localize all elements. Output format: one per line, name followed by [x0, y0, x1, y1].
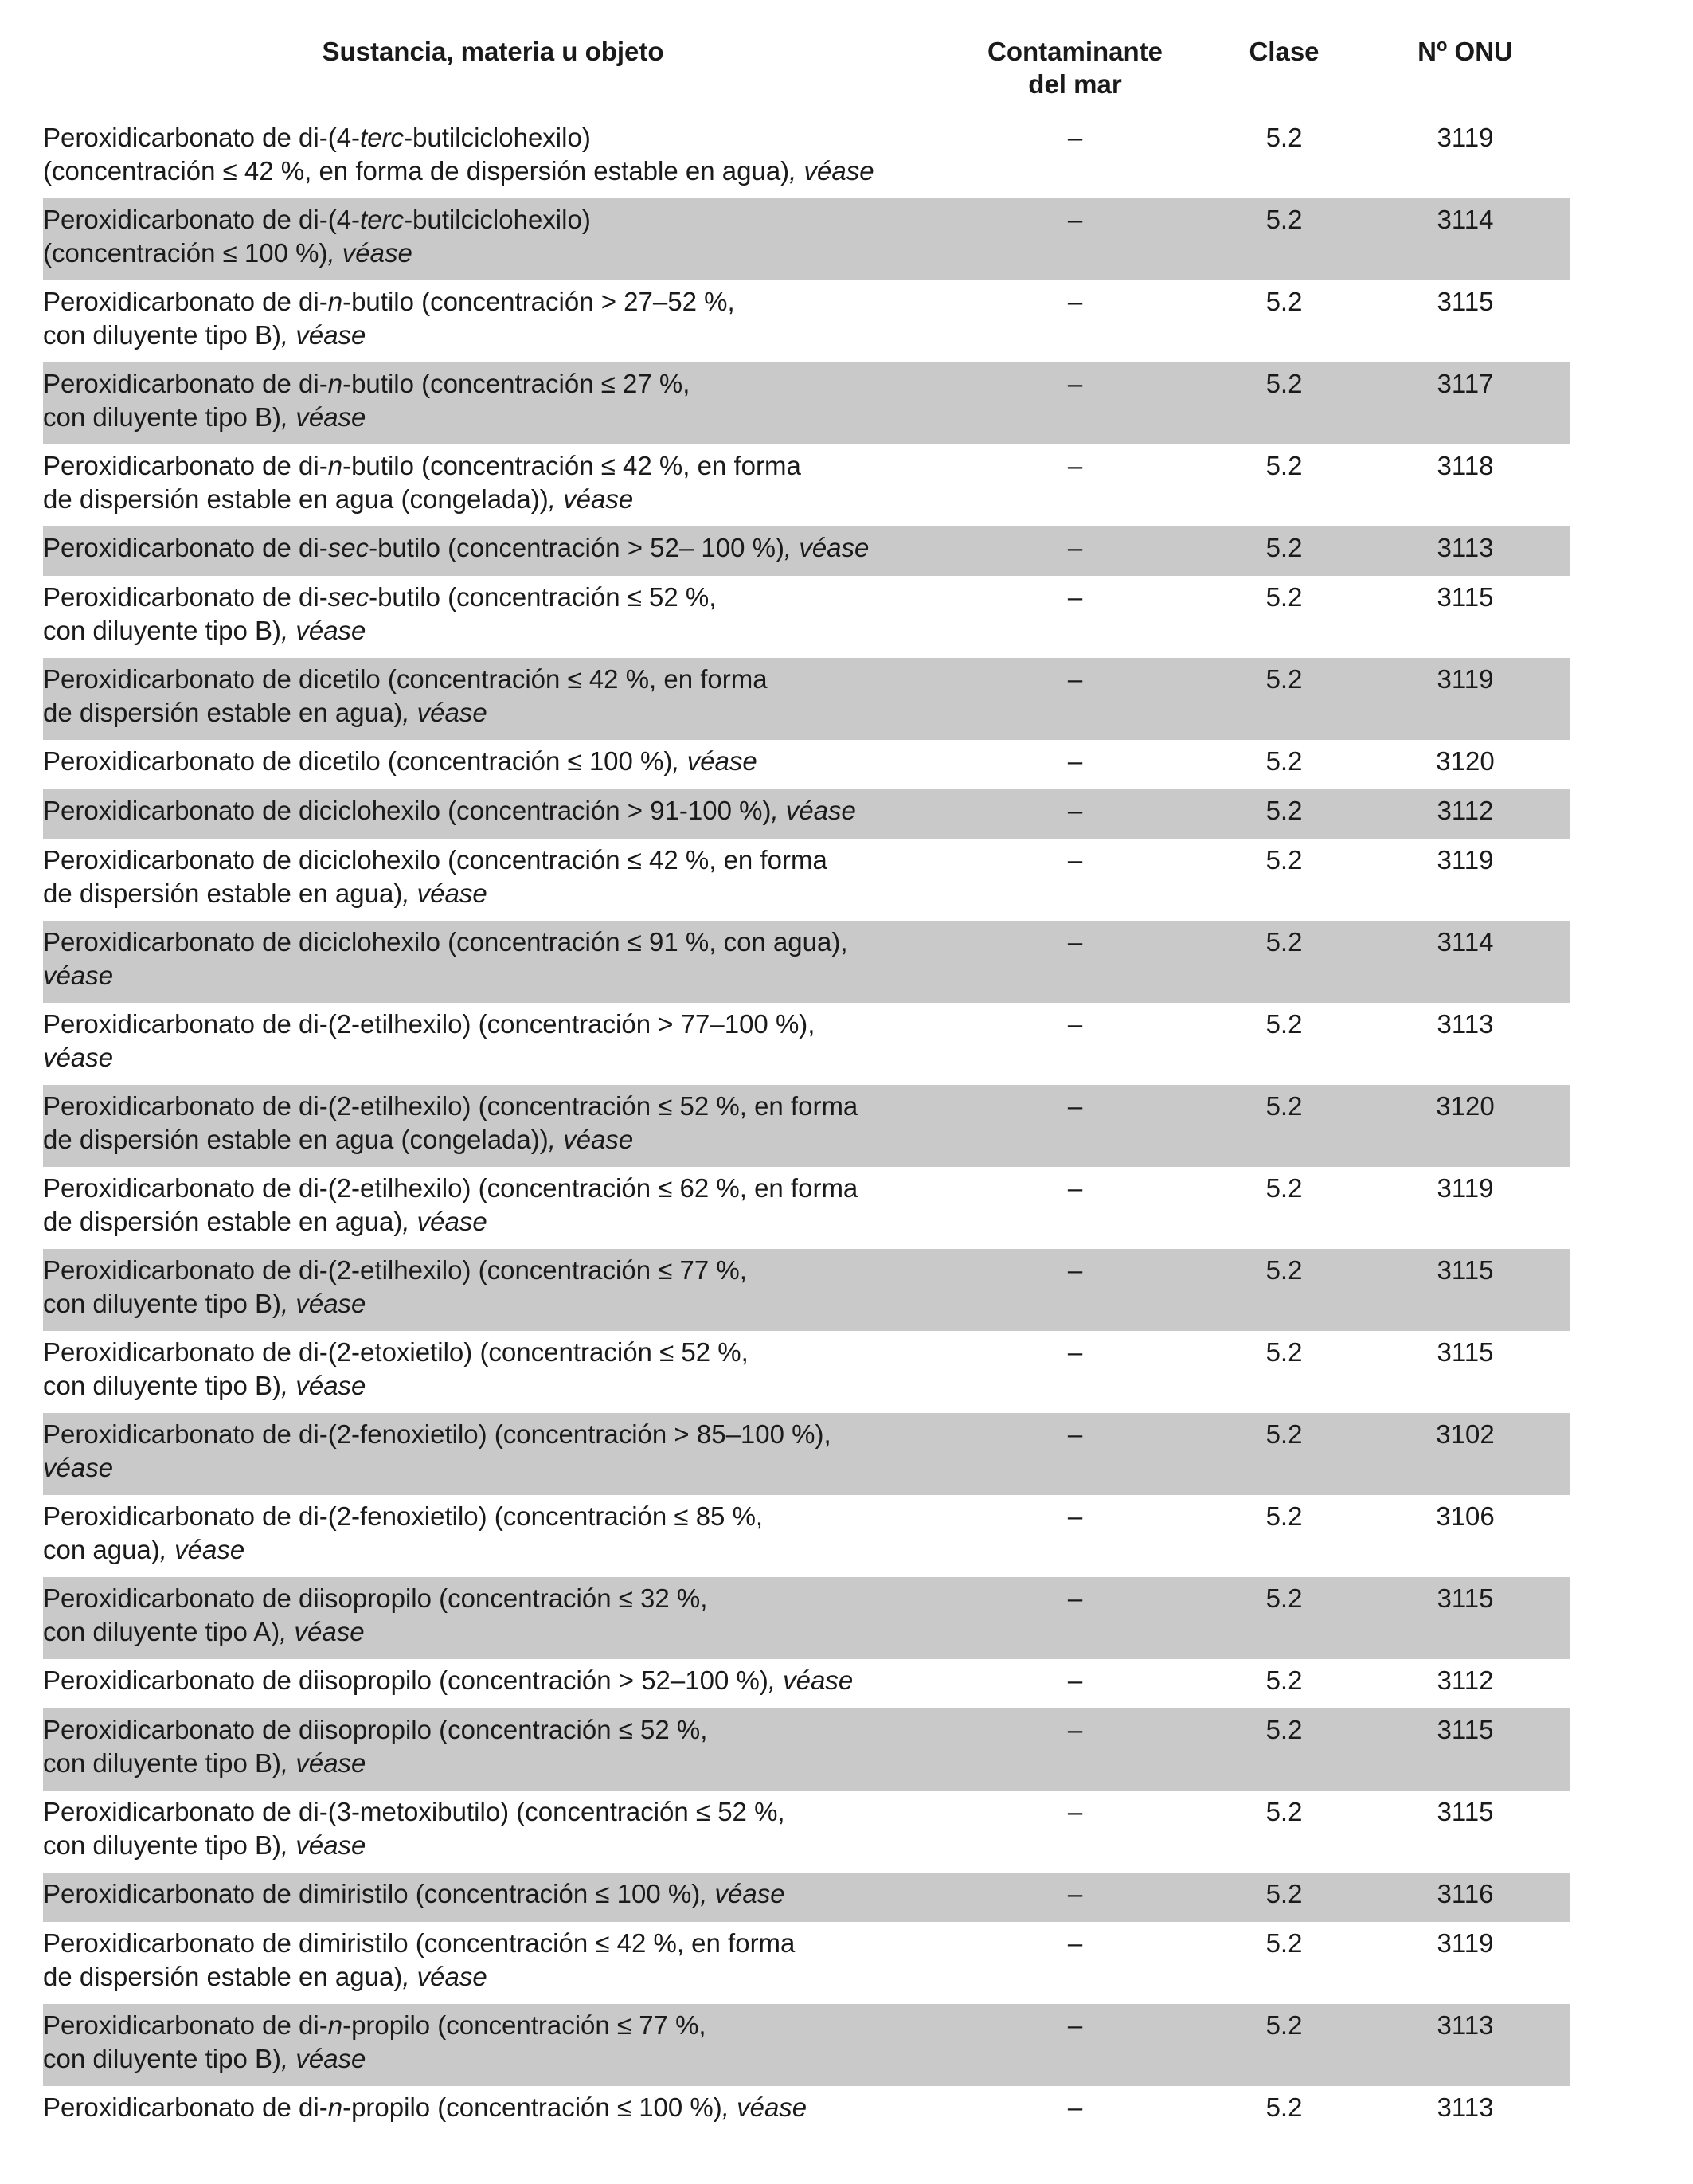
substance-italic-text: , véase	[281, 1289, 366, 1318]
substance-cell	[43, 789, 943, 839]
substance-line	[43, 1500, 943, 1533]
table-row	[43, 1331, 1570, 1413]
marine-pollutant-cell: –	[1067, 205, 1083, 234]
un-number-cell: 3117	[1437, 369, 1494, 398]
marine-pollutant-cell: –	[1067, 746, 1083, 776]
substance-text: Peroxidicarbonato de di-(2-fenoxietilo) (concentración > 85–100 %),	[43, 1419, 831, 1449]
substance-italic-text: sec	[327, 582, 369, 612]
table-row	[43, 839, 1570, 921]
un-number-cell: 3115	[1437, 1583, 1494, 1613]
substance-text: Peroxidicarbonato de di-	[43, 533, 328, 562]
substance-cell	[43, 116, 943, 198]
substance-text: Peroxidicarbonato de diciclohexilo (concentración > 91-100 %)	[43, 796, 772, 825]
substance-line	[43, 794, 943, 828]
substance-line	[43, 614, 943, 648]
substance-italic-text: , véase	[327, 238, 412, 268]
un-number-cell: 3112	[1437, 796, 1494, 825]
un-number-cell: 3113	[1437, 533, 1494, 562]
marine-pollutant-cell: –	[1067, 582, 1083, 612]
substance-italic-text: , véase	[402, 1962, 487, 1991]
un-number-cell: 3112	[1437, 1665, 1494, 1695]
substance-italic-text: , véase	[771, 796, 856, 825]
substance-line	[43, 1795, 943, 1829]
table-row	[43, 658, 1570, 740]
substance-italic-text: , véase	[789, 156, 874, 186]
substance-cell	[43, 2004, 943, 2086]
class-cell: 5.2	[1265, 1173, 1303, 1203]
substance-text: Peroxidicarbonato de di-	[43, 287, 328, 316]
table-row	[43, 198, 1570, 280]
substance-text: de dispersión estable en agua (congelada))	[43, 484, 549, 514]
substance-italic-text: , véase	[402, 698, 487, 727]
substance-line	[43, 531, 943, 565]
header-class-label: Clase	[1249, 37, 1320, 66]
un-number-cell: 3113	[1437, 2092, 1494, 2122]
substance-italic-text: n	[327, 2092, 343, 2122]
un-number-cell: 3120	[1436, 1091, 1495, 1121]
un-number-cell: 3114	[1437, 205, 1494, 234]
class-cell: 5.2	[1265, 1419, 1303, 1449]
substance-text: -propilo (concentración ≤ 100 %)	[342, 2092, 722, 2122]
substance-text: de dispersión estable en agua)	[43, 879, 403, 908]
header-class	[1207, 32, 1361, 116]
marine-pollutant-cell: –	[1067, 1009, 1083, 1039]
substance-line	[43, 1041, 943, 1074]
substance-text: Peroxidicarbonato de di-	[43, 2092, 328, 2122]
substance-cell	[43, 921, 943, 1003]
table-row	[43, 1003, 1570, 1085]
substance-text: -butilciclohexilo)	[404, 205, 591, 234]
class-cell: 5.2	[1265, 1091, 1303, 1121]
table-row	[43, 921, 1570, 1003]
class-cell: 5.2	[1265, 2092, 1303, 2122]
substance-italic-text: , véase	[281, 402, 366, 432]
table-row	[43, 1791, 1570, 1873]
class-cell: 5.2	[1265, 451, 1303, 480]
un-number-cell: 3115	[1437, 582, 1494, 612]
substance-line	[43, 1418, 943, 1451]
substance-italic-text: , véase	[721, 2092, 807, 2122]
substance-cell	[43, 444, 943, 526]
substance-line	[43, 959, 943, 992]
substance-line	[43, 1582, 943, 1615]
un-number-cell: 3119	[1437, 123, 1494, 152]
class-cell: 5.2	[1265, 533, 1303, 562]
marine-pollutant-cell: –	[1067, 1665, 1083, 1695]
un-number-cell: 3119	[1437, 1928, 1494, 1958]
substance-italic-text: n	[327, 451, 343, 480]
marine-pollutant-cell: –	[1067, 1419, 1083, 1449]
class-cell: 5.2	[1265, 746, 1303, 776]
substance-italic-text: n	[327, 2010, 343, 2040]
class-cell: 5.2	[1265, 1501, 1303, 1531]
substance-cell	[43, 198, 943, 280]
substance-cell	[43, 1659, 943, 1708]
un-number-cell: 3115	[1437, 1255, 1494, 1285]
substance-text: de dispersión estable en agua)	[43, 1962, 403, 1991]
substance-text: con agua)	[43, 1535, 160, 1564]
dangerous-goods-table	[43, 32, 1570, 2135]
substance-italic-text: sec	[327, 533, 369, 562]
substance-cell	[43, 1085, 943, 1167]
substance-cell	[43, 1708, 943, 1791]
substance-text: Peroxidicarbonato de di-	[43, 369, 328, 398]
substance-text: Peroxidicarbonato de diisopropilo (concentración ≤ 32 %,	[43, 1583, 708, 1613]
class-cell: 5.2	[1265, 1009, 1303, 1039]
marine-pollutant-cell: –	[1067, 927, 1083, 957]
substance-line	[43, 483, 943, 516]
table-row	[43, 740, 1570, 789]
substance-line	[43, 1451, 943, 1485]
substance-text: Peroxidicarbonato de di-(3-metoxibutilo) (concentración ≤ 52 %,	[43, 1797, 785, 1826]
substance-cell	[43, 526, 943, 576]
class-cell: 5.2	[1265, 287, 1303, 316]
substance-line	[43, 696, 943, 730]
substance-text: de dispersión estable en agua)	[43, 698, 403, 727]
substance-line	[43, 1960, 943, 1994]
table-header	[43, 32, 1570, 116]
substance-text: Peroxidicarbonato de dimiristilo (concentración ≤ 42 %, en forma	[43, 1928, 796, 1958]
table-row	[43, 116, 1570, 198]
class-cell: 5.2	[1265, 2010, 1303, 2040]
substance-text: con diluyente tipo A)	[43, 1617, 280, 1646]
header-un-number	[1361, 32, 1570, 116]
marine-pollutant-cell: –	[1067, 2092, 1083, 2122]
substance-text: Peroxidicarbonato de diisopropilo (concentración > 52–100 %)	[43, 1665, 768, 1695]
substance-italic-text: , véase	[700, 1879, 785, 1908]
class-cell: 5.2	[1265, 1797, 1303, 1826]
marine-pollutant-cell: –	[1067, 369, 1083, 398]
substance-italic-text: , véase	[548, 484, 634, 514]
substance-text: Peroxidicarbonato de di-(2-etilhexilo) (concentración > 77–100 %),	[43, 1009, 815, 1039]
un-number-cell: 3102	[1436, 1419, 1495, 1449]
substance-cell	[43, 1249, 943, 1331]
table-row	[43, 1873, 1570, 1922]
marine-pollutant-cell: –	[1067, 845, 1083, 875]
substance-cell	[43, 1577, 943, 1659]
marine-pollutant-cell: –	[1067, 1173, 1083, 1203]
substance-line	[43, 449, 943, 483]
substance-text: (concentración ≤ 42 %, en forma de dispersión estable en agua)	[43, 156, 790, 186]
substance-line	[43, 1877, 943, 1911]
class-cell: 5.2	[1265, 1583, 1303, 1613]
substance-text: de dispersión estable en agua (congelada))	[43, 1125, 549, 1154]
substance-italic-text: terc	[360, 205, 405, 234]
substance-text: Peroxidicarbonato de dimiristilo (concentración ≤ 100 %)	[43, 1879, 701, 1908]
substance-text: -butilo (concentración > 52– 100 %)	[369, 533, 784, 562]
table-row	[43, 1495, 1570, 1577]
substance-italic-text: , véase	[281, 1830, 366, 1860]
table-row	[43, 280, 1570, 362]
table-row	[43, 1085, 1570, 1167]
header-substance	[43, 32, 943, 116]
substance-cell	[43, 2086, 943, 2135]
un-number-cell: 3113	[1437, 1009, 1494, 1039]
substance-line	[43, 319, 943, 352]
substance-text: Peroxidicarbonato de dicetilo (concentración ≤ 100 %)	[43, 746, 673, 776]
substance-text: Peroxidicarbonato de diciclohexilo (concentración ≤ 91 %, con agua),	[43, 927, 848, 957]
substance-line	[43, 401, 943, 434]
substance-line	[43, 1829, 943, 1862]
substance-cell	[43, 1495, 943, 1577]
substance-line	[43, 877, 943, 910]
substance-line	[43, 1090, 943, 1123]
marine-pollutant-cell: –	[1067, 1879, 1083, 1908]
substance-line	[43, 1254, 943, 1287]
marine-pollutant-cell: –	[1067, 287, 1083, 316]
class-cell: 5.2	[1265, 1337, 1303, 1367]
substance-text: Peroxidicarbonato de dicetilo (concentración ≤ 42 %, en forma	[43, 664, 768, 694]
table-row	[43, 526, 1570, 576]
substance-italic-text: véase	[43, 1043, 114, 1072]
substance-italic-text: n	[327, 369, 343, 398]
substance-text: -butilciclohexilo)	[404, 123, 591, 152]
class-cell: 5.2	[1265, 1928, 1303, 1958]
substance-text: con diluyente tipo B)	[43, 1748, 282, 1778]
substance-cell	[43, 362, 943, 444]
substance-italic-text: , véase	[159, 1535, 245, 1564]
substance-cell	[43, 1413, 943, 1495]
header-un-suffix: ONU	[1447, 37, 1513, 66]
substance-text: con diluyente tipo B)	[43, 1289, 282, 1318]
marine-pollutant-cell: –	[1067, 533, 1083, 562]
un-number-cell: 3119	[1437, 1173, 1494, 1203]
substance-line	[43, 2091, 943, 2124]
class-cell: 5.2	[1265, 845, 1303, 875]
un-number-cell: 3115	[1437, 1715, 1494, 1744]
table-row	[43, 444, 1570, 526]
substance-italic-text: , véase	[280, 1617, 365, 1646]
class-cell: 5.2	[1265, 205, 1303, 234]
un-number-cell: 3119	[1437, 845, 1494, 875]
un-number-cell: 3116	[1437, 1879, 1494, 1908]
class-cell: 5.2	[1265, 1879, 1303, 1908]
marine-pollutant-cell: –	[1067, 123, 1083, 152]
marine-pollutant-cell: –	[1067, 1583, 1083, 1613]
substance-line	[43, 663, 943, 696]
substance-cell	[43, 1922, 943, 2004]
substance-line	[43, 843, 943, 877]
substance-cell	[43, 1873, 943, 1922]
substance-line	[43, 926, 943, 959]
substance-italic-text: , véase	[281, 2044, 366, 2073]
un-number-cell: 3106	[1436, 1501, 1495, 1531]
substance-line	[43, 285, 943, 319]
un-number-cell: 3115	[1437, 1797, 1494, 1826]
substance-italic-text: n	[327, 287, 343, 316]
class-cell: 5.2	[1265, 664, 1303, 694]
class-cell: 5.2	[1265, 1665, 1303, 1695]
table-row	[43, 362, 1570, 444]
class-cell: 5.2	[1265, 1255, 1303, 1285]
substance-italic-text: , véase	[768, 1665, 854, 1695]
table-body	[43, 116, 1570, 2135]
substance-cell	[43, 1003, 943, 1085]
substance-text: Peroxidicarbonato de diciclohexilo (concentración ≤ 42 %, en forma	[43, 845, 827, 875]
substance-line	[43, 367, 943, 401]
substance-cell	[43, 740, 943, 789]
substance-italic-text: , véase	[402, 1207, 487, 1236]
substance-text: Peroxidicarbonato de di-	[43, 2010, 328, 2040]
substance-line	[43, 1123, 943, 1157]
marine-pollutant-cell: –	[1067, 796, 1083, 825]
substance-text: con diluyente tipo B)	[43, 1371, 282, 1400]
class-cell: 5.2	[1265, 927, 1303, 957]
substance-italic-text: , véase	[281, 1748, 366, 1778]
table-row	[43, 1708, 1570, 1791]
table-row	[43, 2004, 1570, 2086]
substance-text: Peroxidicarbonato de di-(2-etilhexilo) (concentración ≤ 77 %,	[43, 1255, 747, 1285]
substance-line	[43, 2009, 943, 2042]
marine-pollutant-cell: –	[1067, 2010, 1083, 2040]
substance-cell	[43, 576, 943, 658]
marine-pollutant-cell: –	[1067, 1928, 1083, 1958]
header-marine-line1: Contaminante	[987, 37, 1163, 66]
substance-text: con diluyente tipo B)	[43, 2044, 282, 2073]
substance-text: -butilo (concentración ≤ 27 %,	[342, 369, 690, 398]
substance-text: -butilo (concentración ≤ 52 %,	[369, 582, 717, 612]
substance-italic-text: , véase	[784, 533, 870, 562]
substance-text: Peroxidicarbonato de di-	[43, 451, 328, 480]
substance-text: Peroxidicarbonato de di-(2-fenoxietilo) (concentración ≤ 85 %,	[43, 1501, 764, 1531]
table-row	[43, 1249, 1570, 1331]
substance-italic-text: véase	[43, 961, 114, 990]
class-cell: 5.2	[1265, 123, 1303, 152]
substance-line	[43, 1336, 943, 1369]
header-un-prefix: N	[1417, 37, 1437, 66]
substance-line	[43, 1927, 943, 1960]
substance-italic-text: , véase	[281, 616, 366, 645]
substance-text: (concentración ≤ 100 %)	[43, 238, 328, 268]
substance-italic-text: , véase	[281, 1371, 366, 1400]
substance-text: Peroxidicarbonato de di-(4-	[43, 205, 361, 234]
substance-line	[43, 1713, 943, 1747]
substance-line	[43, 1172, 943, 1205]
table-row	[43, 1413, 1570, 1495]
substance-italic-text: , véase	[548, 1125, 634, 1154]
substance-line	[43, 1008, 943, 1041]
marine-pollutant-cell: –	[1067, 451, 1083, 480]
marine-pollutant-cell: –	[1067, 1255, 1083, 1285]
substance-line	[43, 581, 943, 614]
un-number-cell: 3114	[1437, 927, 1494, 957]
substance-text: Peroxidicarbonato de di-	[43, 582, 328, 612]
marine-pollutant-cell: –	[1067, 1337, 1083, 1367]
substance-italic-text: , véase	[672, 746, 757, 776]
marine-pollutant-cell: –	[1067, 1501, 1083, 1531]
substance-line	[43, 1615, 943, 1649]
substance-line	[43, 1205, 943, 1239]
table-row	[43, 1922, 1570, 2004]
header-un-sup: o	[1436, 35, 1448, 55]
table-row	[43, 789, 1570, 839]
substance-text: con diluyente tipo B)	[43, 616, 282, 645]
un-number-cell: 3115	[1437, 1337, 1494, 1367]
class-cell: 5.2	[1265, 1715, 1303, 1744]
table-row	[43, 1577, 1570, 1659]
un-number-cell: 3118	[1437, 451, 1494, 480]
marine-pollutant-cell: –	[1067, 1091, 1083, 1121]
class-cell: 5.2	[1265, 582, 1303, 612]
un-number-cell: 3120	[1436, 746, 1495, 776]
class-cell: 5.2	[1265, 369, 1303, 398]
un-number-cell: 3113	[1437, 2010, 1494, 2040]
substance-text: con diluyente tipo B)	[43, 320, 282, 350]
substance-text: con diluyente tipo B)	[43, 402, 282, 432]
substance-text: Peroxidicarbonato de di-(2-etilhexilo) (concentración ≤ 52 %, en forma	[43, 1091, 858, 1121]
substance-line	[43, 1369, 943, 1403]
substance-cell	[43, 1167, 943, 1249]
substance-line	[43, 155, 943, 188]
header-marine-line2: del mar	[1028, 69, 1122, 99]
un-number-cell: 3115	[1437, 287, 1494, 316]
substance-cell	[43, 658, 943, 740]
substance-italic-text: véase	[43, 1453, 114, 1482]
substance-text: -butilo (concentración > 27–52 %,	[342, 287, 735, 316]
substance-cell	[43, 280, 943, 362]
substance-cell	[43, 1331, 943, 1413]
substance-line	[43, 2042, 943, 2076]
substance-line	[43, 1664, 943, 1697]
substance-text: Peroxidicarbonato de di-(2-etoxietilo) (concentración ≤ 52 %,	[43, 1337, 749, 1367]
header-marine-pollutant	[943, 32, 1207, 116]
un-number-cell: 3119	[1437, 664, 1494, 694]
substance-cell	[43, 1791, 943, 1873]
substance-line	[43, 1747, 943, 1780]
marine-pollutant-cell: –	[1067, 1797, 1083, 1826]
substance-cell	[43, 839, 943, 921]
substance-text: con diluyente tipo B)	[43, 1830, 282, 1860]
table-row	[43, 1659, 1570, 1708]
substance-line	[43, 121, 943, 155]
substance-text: -propilo (concentración ≤ 77 %,	[342, 2010, 706, 2040]
substance-line	[43, 745, 943, 778]
class-cell: 5.2	[1265, 796, 1303, 825]
marine-pollutant-cell: –	[1067, 664, 1083, 694]
substance-italic-text: , véase	[281, 320, 366, 350]
table-row	[43, 576, 1570, 658]
header-substance-label: Sustancia, materia u objeto	[322, 37, 664, 66]
substance-line	[43, 1533, 943, 1567]
substance-text: Peroxidicarbonato de di-(2-etilhexilo) (concentración ≤ 62 %, en forma	[43, 1173, 858, 1203]
substance-line	[43, 237, 943, 270]
substance-italic-text: , véase	[402, 879, 487, 908]
table-row	[43, 1167, 1570, 1249]
substance-text: Peroxidicarbonato de diisopropilo (concentración ≤ 52 %,	[43, 1715, 708, 1744]
substance-italic-text: terc	[360, 123, 405, 152]
substance-line	[43, 1287, 943, 1321]
substance-line	[43, 203, 943, 237]
substance-text: -butilo (concentración ≤ 42 %, en forma	[342, 451, 801, 480]
marine-pollutant-cell: –	[1067, 1715, 1083, 1744]
substance-text: Peroxidicarbonato de di-(4-	[43, 123, 361, 152]
table-row	[43, 2086, 1570, 2135]
substance-text: de dispersión estable en agua)	[43, 1207, 403, 1236]
